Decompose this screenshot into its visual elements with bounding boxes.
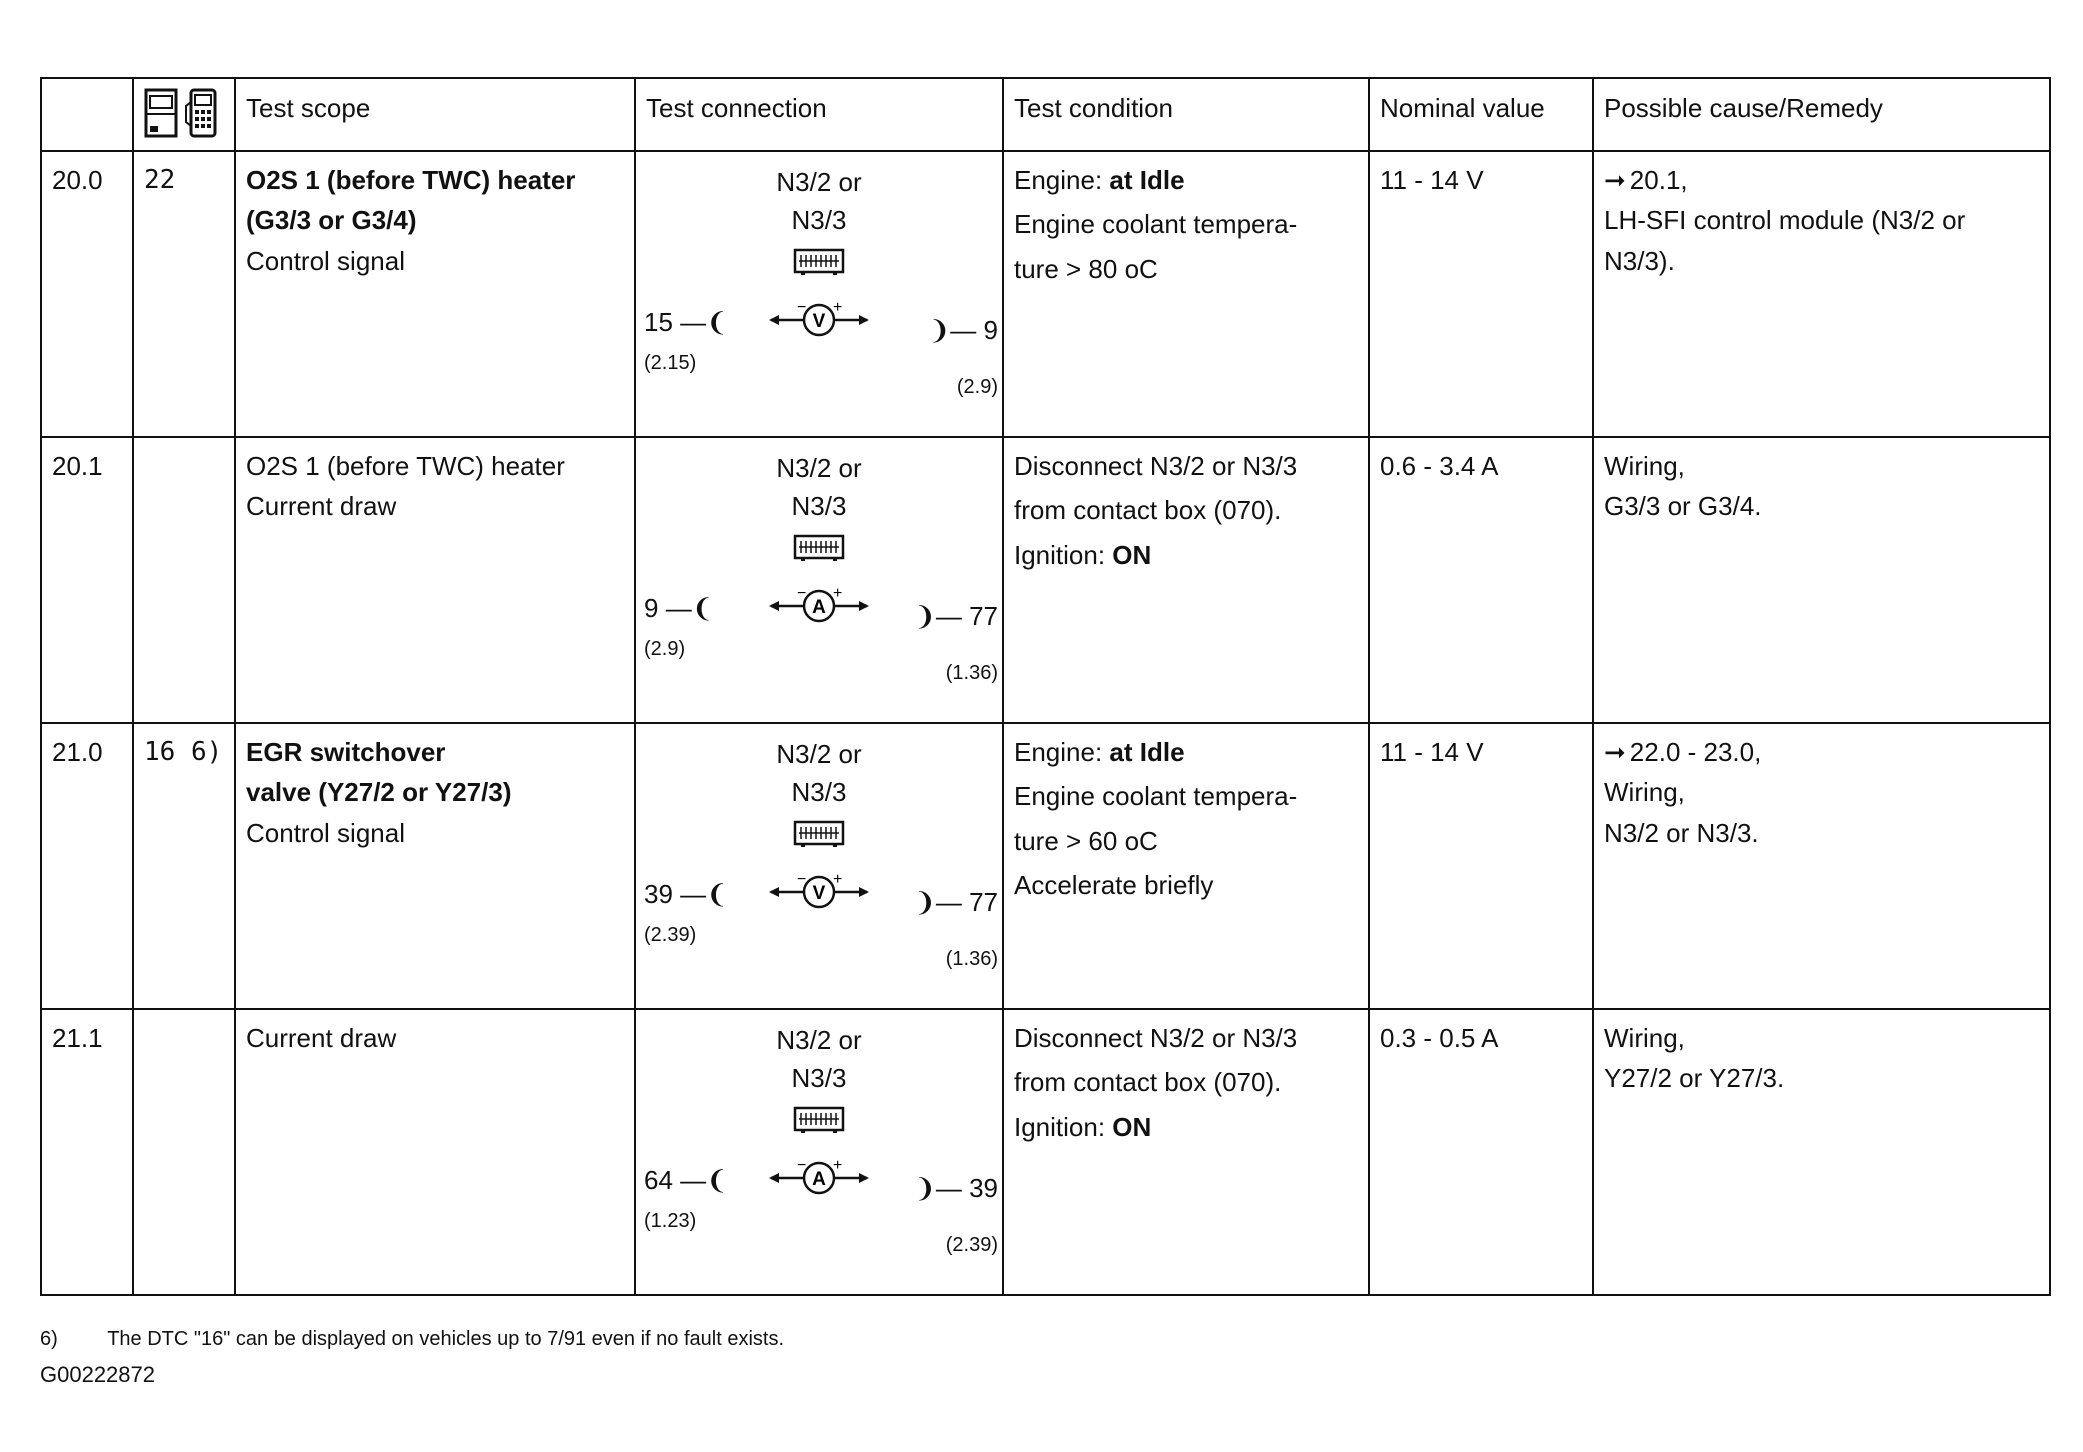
- header-test-condition: Test condition: [1003, 78, 1369, 151]
- connection-ecu-label: [636, 1022, 1002, 1097]
- condition-line: Disconnect N3/2 or N3/3: [1014, 1023, 1298, 1053]
- condition-line: from contact box (070).: [1014, 1067, 1282, 1098]
- scope-line: Control signal: [246, 245, 405, 276]
- control-module-icon: [793, 248, 845, 276]
- pin-right-ref: (2.39): [945, 1234, 998, 1256]
- ecu-label-line: N3/2 or: [776, 739, 862, 769]
- pin-right-ref: (2.9): [956, 376, 998, 398]
- pin-right: ❩— 77: [914, 887, 998, 917]
- table-row: [41, 723, 2050, 1009]
- scope-line: O2S 1 (before TWC) heater: [246, 165, 576, 195]
- pin-right-ref: (1.36): [945, 662, 998, 684]
- handheld-tester-icon: [185, 88, 219, 138]
- header-possible-cause: Possible cause/Remedy: [1593, 78, 2050, 151]
- pin-left: 15 —❨: [644, 307, 728, 337]
- condition-line: Engine coolant tempera-: [1014, 781, 1298, 812]
- condition-line: Accelerate briefly: [1014, 869, 1214, 900]
- test-connection: [635, 151, 1003, 437]
- test-scope: [235, 151, 635, 437]
- test-scope: [235, 723, 635, 1009]
- ecu-label-line: N3/3: [791, 204, 847, 235]
- step-number: 21.1: [41, 1009, 133, 1295]
- header-row: [41, 78, 2050, 151]
- scope-line: O2S 1 (before TWC) heater: [246, 451, 565, 481]
- ecu-label-line: N3/3: [791, 1062, 847, 1093]
- nominal-value: 11 - 14 V: [1369, 723, 1593, 1009]
- header-test-connection: Test connection: [635, 78, 1003, 151]
- scope-line: valve (Y27/2 or Y27/3): [246, 777, 512, 808]
- pin-left-number: 39: [644, 879, 673, 909]
- pin-left: 64 —❨: [644, 1165, 728, 1195]
- remedy-line: N3/2 or N3/3.: [1604, 817, 1759, 848]
- meter-letter: V: [812, 311, 826, 332]
- test-condition: [1003, 723, 1369, 1009]
- ecu-label-line: N3/3: [791, 776, 847, 807]
- footnote-text: The DTC "16" can be displayed on vehicles up to 7/91 even if no fault exists.: [107, 1328, 785, 1350]
- condition-line: [1014, 1107, 1358, 1147]
- header-nominal-value: Nominal value: [1369, 78, 1593, 151]
- remedy-line: [1604, 160, 2039, 200]
- condition-line: from contact box (070).: [1014, 495, 1282, 526]
- arrow-right-icon: ➞: [1604, 165, 1626, 195]
- possible-cause: [1593, 437, 2050, 723]
- condition-label: Engine:: [1014, 737, 1110, 767]
- condition-value: ON: [1112, 1111, 1152, 1142]
- svg-text:+: +: [833, 586, 843, 602]
- test-scope: [235, 1009, 635, 1295]
- control-module-icon: [793, 534, 845, 562]
- connection-ecu-label: [636, 164, 1002, 239]
- svg-text:+: +: [833, 300, 843, 316]
- remedy-line: LH-SFI control module (N3/2 or: [1604, 205, 1966, 236]
- pin-right: ❩— 39: [914, 1173, 998, 1203]
- dtc-code: 22: [133, 151, 235, 437]
- svg-text:−: −: [797, 872, 807, 888]
- ecu-label-line: N3/2 or: [776, 1025, 862, 1055]
- table-row: [41, 151, 2050, 437]
- test-condition: [1003, 1009, 1369, 1295]
- condition-line: ture > 60 oC: [1014, 825, 1158, 856]
- ammeter-icon: [767, 1158, 871, 1198]
- condition-label: Ignition:: [1014, 539, 1113, 570]
- condition-label: Ignition:: [1014, 1111, 1113, 1142]
- footnote-number: 6): [40, 1328, 58, 1350]
- condition-line: [1014, 535, 1358, 575]
- remedy-link-text: 22.0 - 23.0,: [1629, 737, 1762, 767]
- pin-left: 9 —❨: [644, 593, 714, 623]
- remedy-line: Wiring,: [1604, 1023, 1685, 1053]
- condition-value: ON: [1112, 539, 1152, 570]
- test-connection: [635, 437, 1003, 723]
- pin-right: ❩— 77: [914, 601, 998, 631]
- display-unit-icon: [144, 88, 178, 138]
- nominal-value: 0.6 - 3.4 A: [1369, 437, 1593, 723]
- condition-value: at Idle: [1109, 737, 1185, 767]
- header-icons: [133, 78, 235, 151]
- test-condition: [1003, 437, 1369, 723]
- condition-value: at Idle: [1109, 165, 1185, 195]
- control-module-icon: [793, 1106, 845, 1134]
- pin-right-number: 39: [969, 1173, 998, 1203]
- remedy-line: [1604, 732, 2039, 772]
- table-row: [41, 1009, 2050, 1295]
- document-id: G00222872: [40, 1362, 155, 1387]
- pin-left-number: 9: [644, 593, 659, 623]
- step-number: 20.0: [41, 151, 133, 437]
- nominal-value: 0.3 - 0.5 A: [1369, 1009, 1593, 1295]
- table-row: [41, 437, 2050, 723]
- test-connection: [635, 1009, 1003, 1295]
- test-connection: [635, 723, 1003, 1009]
- possible-cause: [1593, 151, 2050, 437]
- svg-text:−: −: [797, 300, 807, 316]
- remedy-line: N3/3).: [1604, 245, 1675, 276]
- step-number: 21.0: [41, 723, 133, 1009]
- pin-right-ref: (1.36): [945, 948, 998, 970]
- svg-text:+: +: [833, 1158, 843, 1174]
- ammeter-icon: [767, 586, 871, 626]
- control-module-icon: [793, 820, 845, 848]
- diagnostic-table: [40, 77, 2051, 1296]
- scope-line: Current draw: [246, 491, 397, 522]
- ecu-label-line: N3/3: [791, 490, 847, 521]
- possible-cause: [1593, 723, 2050, 1009]
- pin-right-number: 77: [969, 601, 998, 631]
- pin-left-ref: (2.15): [644, 352, 697, 374]
- svg-text:−: −: [797, 586, 807, 602]
- remedy-line: Wiring,: [1604, 777, 1685, 808]
- dtc-code: 16 6): [133, 723, 235, 1009]
- pin-left-number: 15: [644, 307, 673, 337]
- remedy-line: Y27/2 or Y27/3.: [1604, 1063, 1785, 1094]
- scope-line: EGR switchover: [246, 737, 446, 767]
- dtc-code: [133, 437, 235, 723]
- connection-ecu-label: [636, 450, 1002, 525]
- pin-left: 39 —❨: [644, 879, 728, 909]
- condition-line: [1014, 160, 1358, 200]
- pin-left-ref: (2.9): [644, 638, 686, 660]
- svg-text:−: −: [797, 1158, 807, 1174]
- pin-right-number: 77: [969, 887, 998, 917]
- ecu-label-line: N3/2 or: [776, 167, 862, 197]
- condition-line: Disconnect N3/2 or N3/3: [1014, 451, 1298, 481]
- pin-right: ❩— 9: [928, 315, 998, 345]
- scope-line: Control signal: [246, 817, 405, 848]
- test-scope: [235, 437, 635, 723]
- scope-line: Current draw: [246, 1023, 397, 1053]
- meter-letter: A: [812, 597, 826, 618]
- header-test-scope: Test scope: [235, 78, 635, 151]
- step-number: 20.1: [41, 437, 133, 723]
- condition-line: Engine coolant tempera-: [1014, 209, 1298, 240]
- meter-letter: A: [812, 1169, 826, 1190]
- test-condition: [1003, 151, 1369, 437]
- ecu-label-line: N3/2 or: [776, 453, 862, 483]
- nominal-value: 11 - 14 V: [1369, 151, 1593, 437]
- arrow-right-icon: ➞: [1604, 737, 1626, 767]
- possible-cause: [1593, 1009, 2050, 1295]
- remedy-line: G3/3 or G3/4.: [1604, 491, 1762, 522]
- voltmeter-icon: [767, 872, 871, 912]
- footnote: [40, 1328, 784, 1351]
- condition-line: [1014, 732, 1358, 772]
- header-step: [41, 78, 133, 151]
- remedy-line: Wiring,: [1604, 451, 1685, 481]
- pin-left-ref: (2.39): [644, 924, 697, 946]
- pin-left-ref: (1.23): [644, 1210, 697, 1232]
- condition-line: ture > 80 oC: [1014, 253, 1158, 284]
- remedy-link-text: 20.1,: [1629, 165, 1688, 195]
- condition-label: Engine:: [1014, 165, 1110, 195]
- connection-ecu-label: [636, 736, 1002, 811]
- pin-left-number: 64: [644, 1165, 673, 1195]
- scope-line: (G3/3 or G3/4): [246, 205, 417, 236]
- meter-letter: V: [812, 883, 826, 904]
- voltmeter-icon: [767, 300, 871, 340]
- dtc-code: [133, 1009, 235, 1295]
- svg-text:+: +: [833, 872, 843, 888]
- pin-right-number: 9: [983, 315, 998, 345]
